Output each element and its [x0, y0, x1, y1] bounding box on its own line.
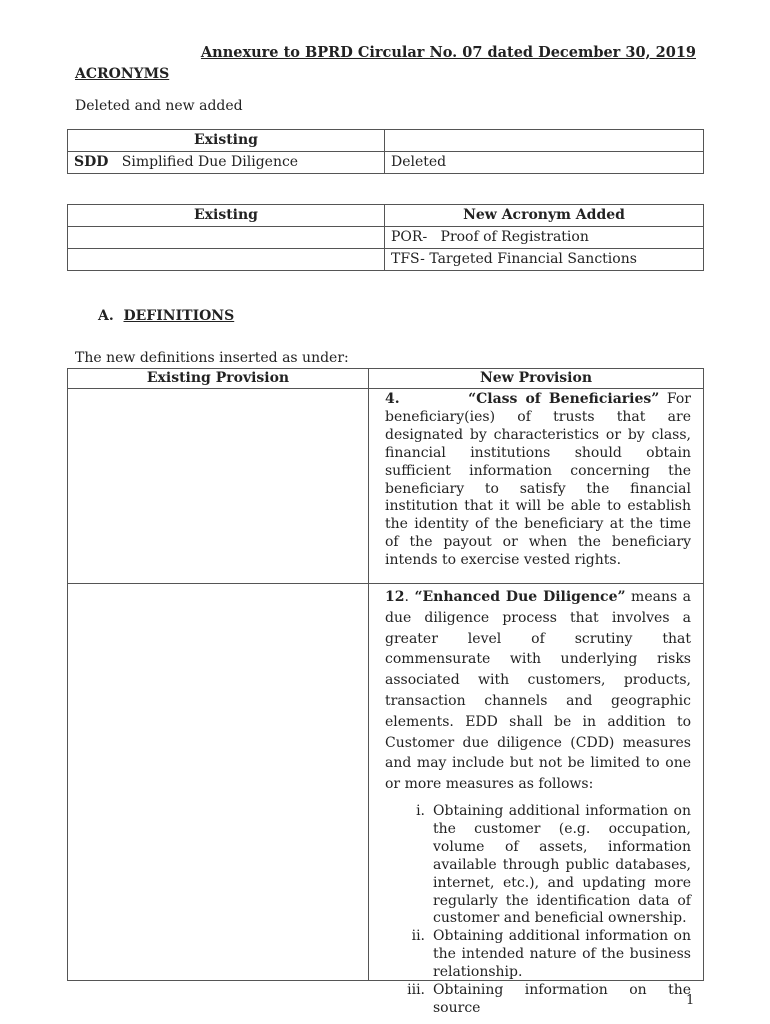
annexure-heading: Annexure to BPRD Circular No. 07 dated December 30, 2019 — [200, 44, 696, 61]
provision-text: For beneficiary(ies) of trusts that are designated by characteristics or by class, financial institutions should obtain sufficient information concerning the beneficiary to satisfy the financial institution that it will be able to establish the identity of the beneficiary at the time of the payout or when the beneficiary intends to exercise vested rights. — [385, 391, 691, 569]
measures-list — [375, 795, 697, 1018]
new-provision-cell — [369, 584, 704, 1016]
table-header-blank — [385, 130, 704, 152]
table-row — [68, 152, 704, 174]
acronyms-deleted-table — [67, 129, 704, 174]
list-item — [375, 982, 691, 1018]
acronym-abbr: SDD — [74, 154, 109, 170]
list-item-number: i. — [416, 802, 425, 819]
acronyms-subtitle: Deleted and new added — [75, 98, 243, 114]
table-row — [68, 584, 704, 981]
definitions-title-text: DEFINITIONS — [123, 308, 235, 324]
definitions-table — [67, 368, 704, 1016]
table-header-existing: Existing — [68, 130, 385, 152]
acronyms-title: ACRONYMS — [75, 66, 170, 82]
definitions-subtitle: The new definitions inserted as under: — [75, 350, 349, 366]
list-item-text: Obtaining additional information on the intended nature of the business relationship. — [433, 928, 691, 981]
list-item-text: Obtaining information on the source — [433, 982, 691, 1016]
header-new-provision: New Provision — [369, 369, 704, 389]
provision-paragraph — [375, 390, 697, 570]
definitions-title — [98, 308, 234, 324]
existing-provision-cell — [68, 389, 369, 584]
provision-term: “Enhanced Due Diligence” — [414, 589, 626, 605]
table-row — [68, 249, 704, 271]
list-item — [375, 928, 691, 982]
new-provision-cell — [369, 389, 704, 584]
acronym-name: Simplified Due Diligence — [121, 154, 299, 170]
acronym-status: Deleted — [385, 152, 704, 174]
table-row — [68, 227, 704, 249]
provision-number: 12 — [385, 589, 405, 605]
provision-term: “Class of Beneficiaries” — [468, 391, 660, 407]
provision-number: 4. — [385, 391, 400, 407]
existing-cell — [68, 249, 385, 271]
table-header-existing: Existing — [68, 205, 385, 227]
header-existing-provision: Existing Provision — [68, 369, 369, 389]
list-item — [375, 803, 691, 928]
added-acronym: POR- Proof of Registration — [385, 227, 704, 249]
list-item-text: Obtaining additional information on the customer (e.g. occupation, volume of assets, information available through public databases, internet, etc.), and updating more regularly the identification data of customer and beneficial ownership. — [433, 802, 691, 927]
table-row — [68, 389, 704, 584]
existing-cell — [68, 227, 385, 249]
added-acronym: TFS- Targeted Financial Sanctions — [385, 249, 704, 271]
acronym-cell — [68, 152, 385, 174]
page-number: 1 — [686, 993, 695, 1008]
provision-text: means a due diligence process that involves a greater level of scrutiny that commensurate with underlying risks associated with customers, products, transaction channels and geographic elements. EDD shall be in addition to Customer due diligence (CDD) measures and may include but not be limited to one or more measures as follows: — [385, 589, 692, 793]
list-item-number: iii. — [407, 982, 425, 999]
provision-paragraph: 12. “Enhanced Due Diligence” means a due diligence process that involves a greater level of scrutiny that commensurate with underlying risks associated with customers, products, transaction channels and geographic elements. EDD shall be in addition to Customer due diligence (CDD) measures and may include but not be limited to one or more measures as follows: — [385, 589, 692, 793]
acronyms-added-table — [67, 204, 704, 271]
table-header-new-acronym: New Acronym Added — [385, 205, 704, 227]
existing-provision-cell — [68, 584, 369, 981]
definitions-marker: A. — [98, 308, 114, 324]
list-item-number: ii. — [411, 928, 425, 945]
